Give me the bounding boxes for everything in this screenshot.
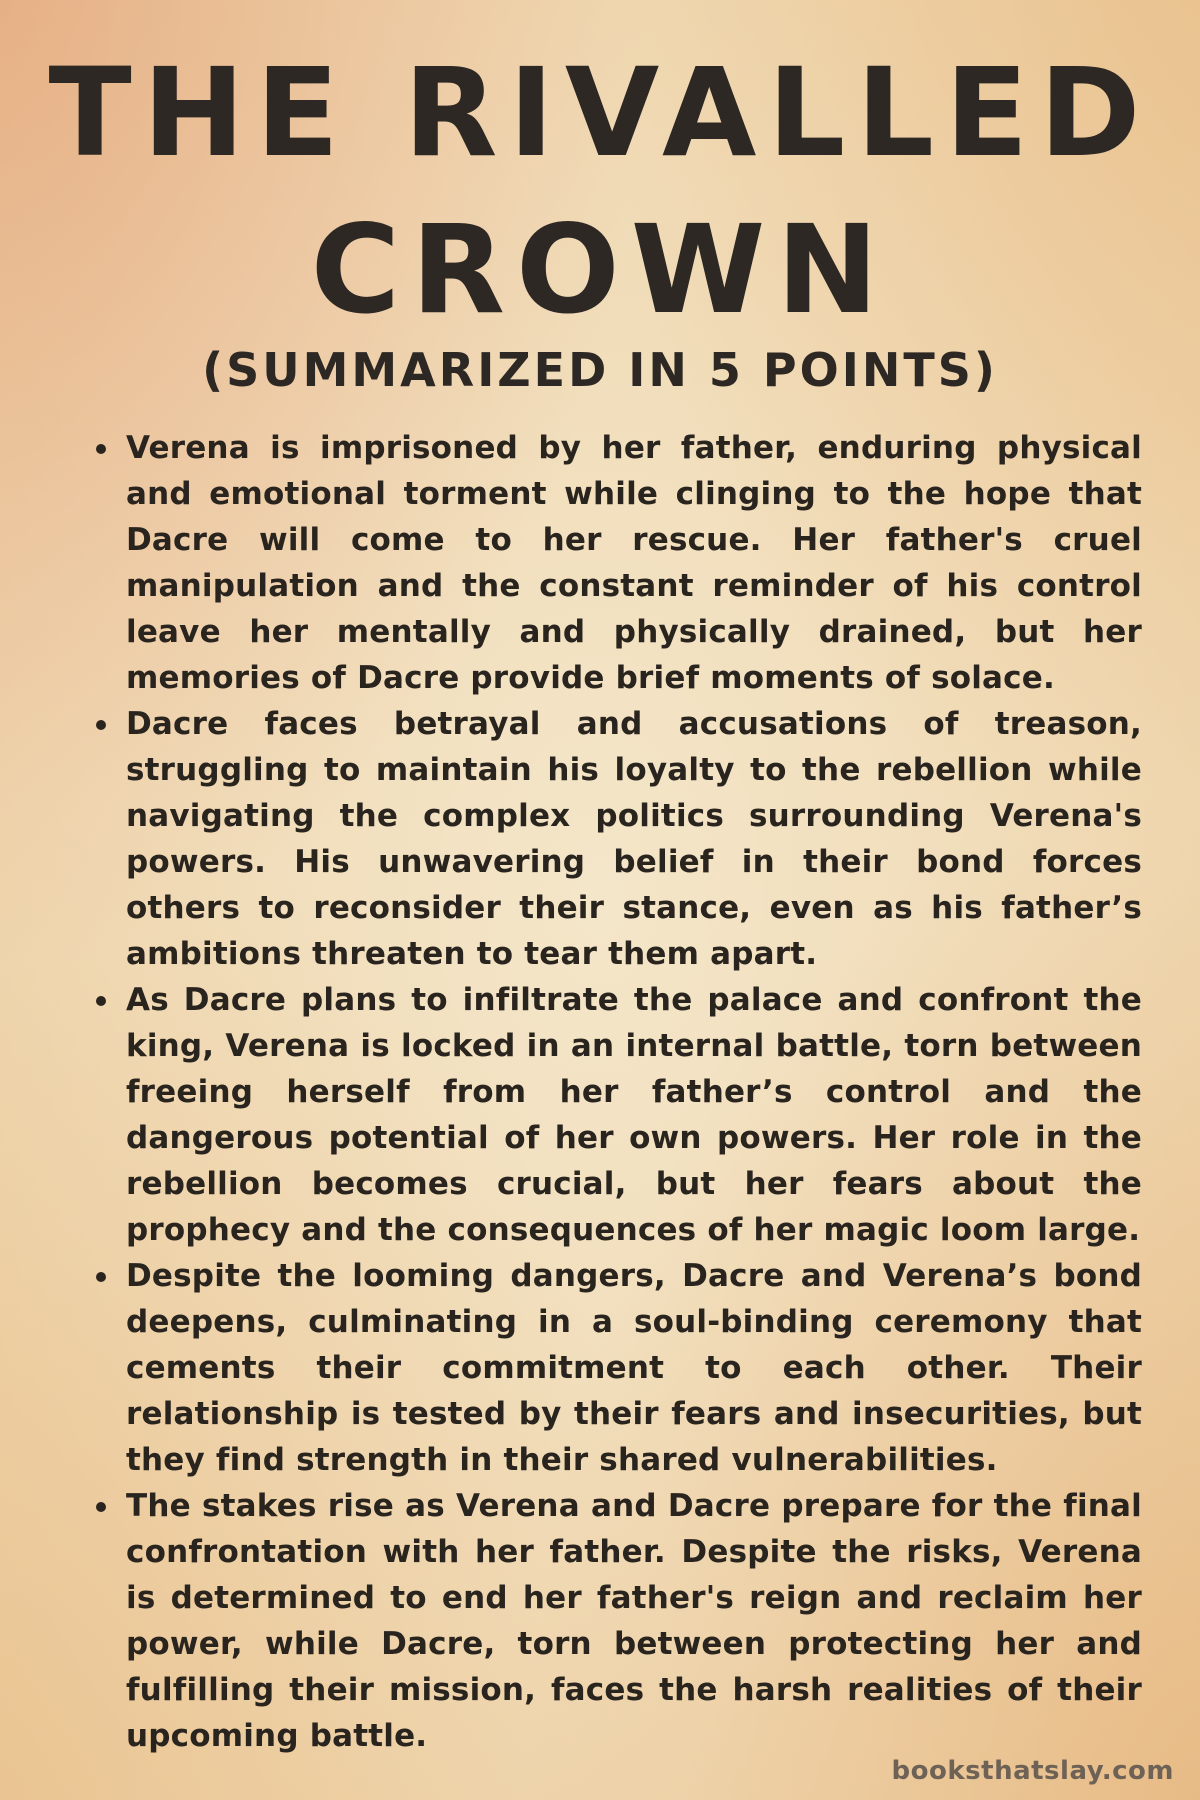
title-line-2: CROWN — [310, 199, 890, 341]
summary-point-3 — [92, 977, 1142, 1253]
bullet-icon — [96, 720, 106, 730]
summary-points-list — [92, 425, 1142, 1759]
bullet-icon — [96, 1272, 106, 1282]
subtitle: (SUMMARIZED IN 5 POINTS) — [202, 343, 998, 397]
summary-point-5 — [92, 1483, 1142, 1759]
site-watermark: booksthatslay.com — [891, 1756, 1174, 1786]
summary-point-3-text: As Dacre plans to infiltrate the palace and confront the king, Verena is locked in an internal battle, torn between freeing herself from her father’s control and the dangerous potential of her own powers. Her role in the rebellion becomes crucial, but her fears about the prophecy and the consequences of her magic loom large. — [126, 982, 1142, 1248]
summary-point-4-text: Despite the looming dangers, Dacre and Verena’s bond deepens, culminating in a soul-binding ceremony that cements their commitment to each other. Their relationship is tested by their fears and insecurities, but they find strength in their shared vulnerabilities. — [126, 1258, 1142, 1478]
bullet-icon — [96, 444, 106, 454]
summary-point-2 — [92, 701, 1142, 977]
summary-point-1-text: Verena is imprisoned by her father, enduring physical and emotional torment while clinging to the hope that Dacre will come to her rescue. Her father's cruel manipulation and the constant reminder of his control leave her mentally and physically drained, but her memories of Dacre provide brief moments of solace. — [126, 430, 1142, 696]
summary-point-1 — [92, 425, 1142, 701]
summary-point-4 — [92, 1253, 1142, 1483]
summary-point-5-text: The stakes rise as Verena and Dacre prepare for the final confrontation with her father. Despite the risks, Verena is determined to end her father's reign and reclaim her power, while Dacre, torn between protecting her and fulfilling their mission, faces the harsh realities of their upcoming battle. — [126, 1488, 1142, 1754]
bullet-icon — [96, 1502, 106, 1512]
title-line-1: THE RIVALLED — [48, 42, 1152, 184]
summary-point-2-text: Dacre faces betrayal and accusations of treason, struggling to maintain his loyalty to the rebellion while navigating the complex politics surrounding Verena's powers. His unwavering belief in their bond forces others to reconsider their stance, even as his father’s ambitions threaten to tear them apart. — [126, 706, 1142, 972]
bullet-icon — [96, 996, 106, 1006]
